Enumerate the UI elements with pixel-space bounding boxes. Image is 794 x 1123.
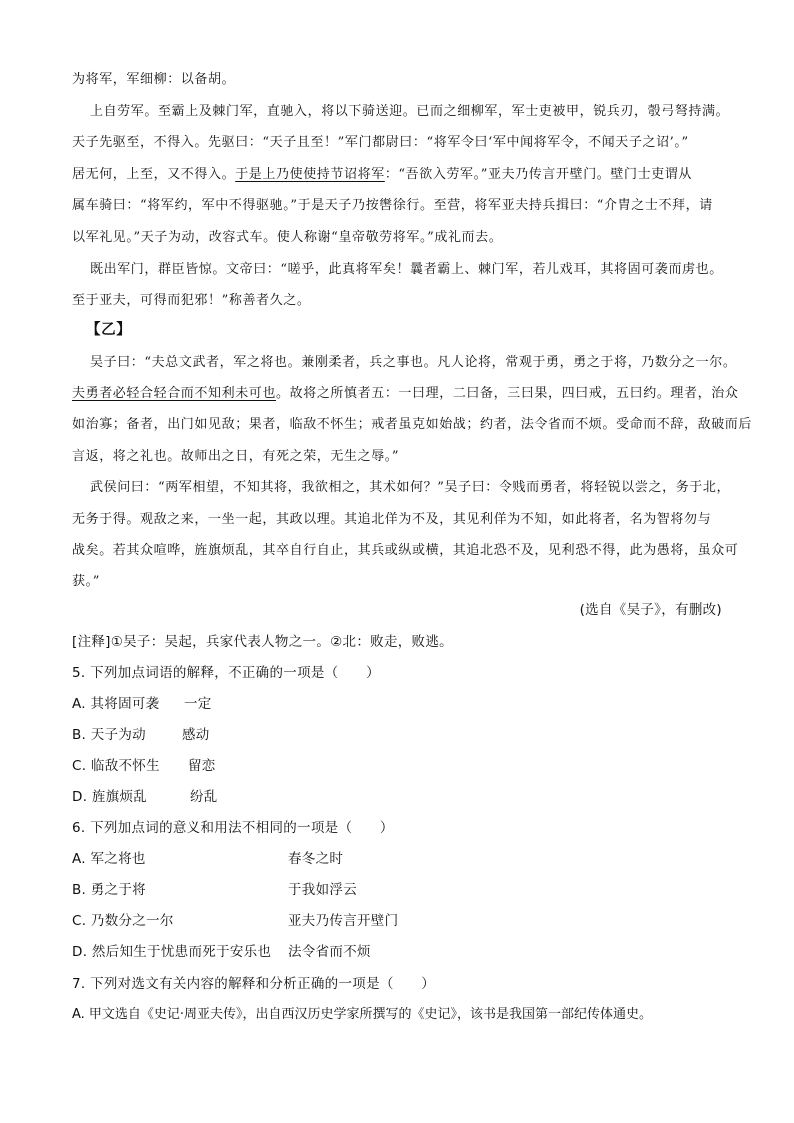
passage-b-line-6: 无务于得。观敌之来，一坐一起，其政以理。其追北佯为不及，其见利佯为不知，如此将者，名为智将勿与 — [72, 512, 712, 527]
q6-option-a-compare: 春冬之时 — [288, 851, 344, 867]
q5-option-c-meaning: 留恋 — [188, 758, 216, 774]
passage-a-line-3: 天子先驱至，不得入。先驱曰：“天子且至！”军门都尉曰：“将军令曰‘军中闻将军令，不闻天子之诏’。” — [72, 135, 689, 150]
q5-option-b-text: B. 天子为动 — [72, 727, 146, 743]
q6-option-b-text: B. 勇之于将 — [72, 882, 146, 898]
q5-option-a[interactable] — [72, 692, 212, 712]
q5-option-b-meaning: 感动 — [182, 727, 210, 743]
q6-option-d-compare: 法令省而不烦 — [288, 944, 371, 960]
q5-option-d-meaning: 纷乱 — [190, 789, 218, 805]
passage-a-line-6: 以军礼见。”天子为动，改容式车。使人称谢“皇帝敬劳将军。”成礼而去。 — [72, 230, 503, 245]
q6-option-c[interactable] — [72, 909, 399, 929]
passage-b-line-2-end: 。故将之所慎者五：一曰理，二曰备，三曰果，四曰戒，五曰约。理者，治众 — [276, 386, 739, 401]
passage-b-line-7: 战矣。若其众喧哗，旌旗烦乱，其卒自行自止，其兵或纵或横，其追北恐不及，见利恐不得，此为愚将，虽众可 — [72, 543, 739, 558]
passage-b-line-1: 吴子曰：“夫总文武者，军之将也。兼刚柔者，兵之事也。凡人论将，常观于勇，勇之于将，乃数分之一尔。 — [90, 355, 737, 370]
q6-option-b-compare: 于我如浮云 — [288, 882, 357, 898]
q6-option-c-text: C. 乃数分之一尔 — [72, 913, 174, 929]
section-b-label: 【乙】 — [86, 321, 132, 338]
passage-a-line-4-end: ：“吾欲入劳军。”亚夫乃传言开壁门。壁门士吏谓从 — [384, 167, 693, 182]
passage-a-line-2: 上自劳军。至霸上及棘门军，直驰入，将以下骑送迎。已而之细柳军，军士吏被甲，锐兵刃，彀弓弩持满。 — [90, 104, 730, 119]
q5-option-b[interactable] — [72, 723, 210, 743]
q6-option-b[interactable] — [72, 878, 357, 898]
passage-b-line-4: 言返，将之礼也。故师出之日，有死之荣，无生之辱。” — [72, 449, 400, 464]
q5-option-a-meaning: 一定 — [184, 696, 212, 712]
question-6-stem: 6. 下列加点词的意义和用法不相同的一项是（ ） — [72, 820, 394, 836]
source-citation: (选自《吴子》，有删改) — [579, 602, 722, 618]
underlined-sentence-b: 夫勇者必轻合轻合而不知利未可也 — [72, 386, 277, 401]
q5-option-d[interactable] — [72, 785, 218, 805]
passage-b-line-8: 获。” — [72, 574, 100, 589]
q6-option-d[interactable] — [72, 940, 371, 960]
passage-a-line-4 — [72, 163, 692, 182]
q5-option-d-text: D. 旌旗烦乱 — [72, 789, 148, 805]
q6-option-d-text: D. 然后知生于忧患而死于安乐也 — [72, 944, 272, 960]
passage-a-line-4-start: 居无何，上至，又不得入。 — [72, 167, 236, 182]
question-5-stem: 5. 下列加点词语的解释，不正确的一项是（ ） — [72, 665, 380, 681]
annotation-note: [注释]①吴子：吴起，兵家代表人物之一。②北：败走，败逃。 — [72, 634, 453, 650]
passage-b-line-2 — [72, 382, 738, 401]
q5-option-a-text: A. 其将固可袭 — [72, 696, 160, 712]
passage-b-line-5: 武侯问曰：“两军相望，不知其将，我欲相之，其术如何？”吴子曰：令贱而勇者，将轻锐以尝之，务于北， — [90, 480, 731, 495]
passage-b-line-3: 如治寡；备者，出门如见敌；果者，临敌不怀生；戒者虽克如始战；约者，法令省而不烦。受命而不辞，敌破而后 — [72, 417, 753, 432]
q6-option-c-compare: 亚夫乃传言开壁门 — [288, 913, 399, 929]
passage-a-line-8: 至于亚夫，可得而犯邪！”称善者久之。 — [72, 293, 311, 308]
q5-option-c-text: C. 临敌不怀生 — [72, 758, 160, 774]
q7-option-a[interactable]: A. 甲文选自《史记·周亚夫传》，出自西汉历史学家所撰写的《史记》，该书是我国第一部纪传体通史。 — [72, 1007, 653, 1022]
q6-option-a-text: A. 军之将也 — [72, 851, 146, 867]
passage-a-line-5: 属车骑曰：“将军约，军中不得驱驰。”于是天子乃按辔徐行。至营，将军亚夫持兵揖曰：“介胄之士不拜，请 — [72, 198, 713, 213]
q5-option-c[interactable] — [72, 754, 216, 774]
q6-option-a[interactable] — [72, 847, 344, 867]
underlined-sentence-a: 于是上乃使使持节诏将军 — [235, 167, 385, 182]
question-7-stem: 7. 下列对选文有关内容的解释和分析正确的一项是（ ） — [72, 976, 436, 992]
passage-a-line-7: 既出军门，群臣皆惊。文帝曰：“嗟乎，此真将军矣！曩者霸上、棘门军，若儿戏耳，其将固可袭而虏也。 — [90, 262, 723, 277]
passage-a-line-1: 为将军，军细柳：以备胡。 — [72, 72, 236, 87]
